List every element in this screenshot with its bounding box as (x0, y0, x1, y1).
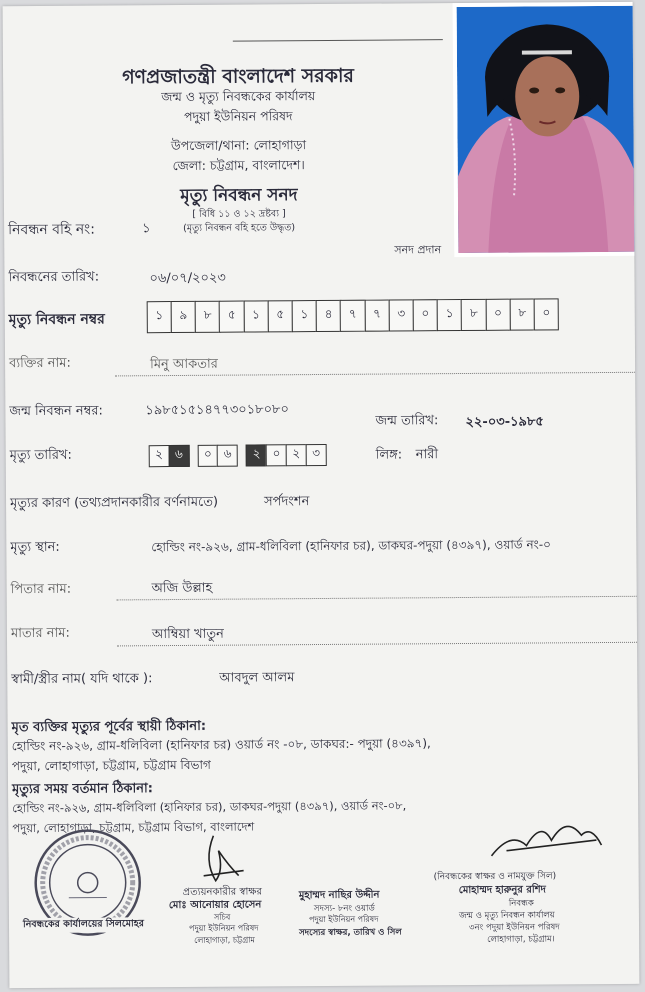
death-reg-digit-box: ৩ (388, 299, 414, 331)
registrar-name: মোহাম্মদ হারুনুর রশিদ (458, 884, 546, 897)
gender-value: নারী (415, 447, 439, 463)
registrar-signature (486, 810, 606, 866)
permanent-address-label: মৃত ব্যক্তির মৃত্যুর পূর্বের স্থায়ী ঠিকানা: (11, 718, 207, 736)
present-address-line1: হোল্ডিং নং-৯২৬, গ্রাম-ধলিবিলা (হানিফার চর), ডাকঘর-পদুয়া (৪৩৯৭), ওয়ার্ড নং-০৮, (12, 798, 407, 816)
union-name: পদুয়া ইউনিয়ন পরিষদ (184, 108, 293, 124)
verifier-name: মোঃ আনোয়ার হোসেন (168, 899, 262, 912)
government-title: গণপ্রজাতন্ত্রী বাংলাদেশ সরকার (122, 64, 355, 89)
place-value: হোল্ডিং নং-৯২৬, গ্রাম-ধলিবিলা (হানিফার চর), ডাকঘর-পদুয়া (৪৩৯৭), ওয়ার্ড নং-০ (151, 537, 552, 555)
death-reg-digit-box: ০ (485, 299, 511, 331)
death-reg-digit-box: ১ (243, 300, 269, 332)
death-date-digit-box: ৬ (217, 445, 238, 467)
death-certificate (3, 2, 640, 988)
birth-date-value: ২২-০৩-১৯৮৫ (465, 414, 544, 430)
death-date-digit-box: ০ (266, 444, 287, 466)
birth-reg-value: ১৯৮৫১৫১৪৭৭৩০১৮০৮০ (145, 402, 289, 419)
death-reg-digit-box: ০ (534, 298, 560, 330)
member-name: মুহাম্মদ নাছির উদ্দীন (298, 889, 380, 902)
member-office: পদুয়া ইউনিয়ন পরিষদ (308, 914, 379, 925)
rule-reference: [ বিধি ১১ ও ১২ দ্রষ্টব্য ] (192, 208, 286, 220)
death-reg-digit-box: ৯ (171, 301, 197, 333)
death-date-digit-box: ২ (246, 444, 267, 466)
registration-date-value: ০৬/০৭/২০২৩ (149, 270, 226, 287)
verifier-office: পদুয়া ইউনিয়ন পরিষদ (188, 923, 259, 933)
register-book-value: ১ (142, 221, 151, 237)
member-role: সদস্য- ৮নং ওয়ার্ড (313, 903, 375, 915)
death-reg-digit-box: ৫ (267, 300, 293, 332)
registrar-role: নিবন্ধক (508, 898, 534, 909)
present-address-label: মৃত্যুর সময় বর্তমান ঠিকানা: (11, 781, 154, 798)
top-rule (233, 39, 443, 41)
death-date-digit-box: ২ (286, 444, 307, 466)
place-label: মৃত্যু স্থান: (10, 539, 60, 556)
register-book-label: নিবন্ধন বহি নং: (8, 221, 95, 239)
member-sign-caption: সদস্যের স্বাক্ষর, তারিখ ও সিল (299, 927, 402, 939)
permanent-address-line1: হোল্ডিং নং-৯২৬, গ্রাম-ধলিবিলা (হানিফার চর) ওয়ার্ড নং -০৮, ডাকঘর:- পদুয়া (৪৩৯৭), (11, 736, 431, 754)
death-reg-digit-box: ০ (413, 299, 439, 331)
death-reg-digit-box: ১ (146, 301, 172, 333)
death-date-digit-box: ৬ (168, 445, 189, 467)
verifier-place: লোহাগাড়া, চট্টগ্রাম (194, 935, 255, 945)
person-photo (453, 2, 640, 257)
father-label: পিতার নাম: (10, 581, 72, 598)
certificate-title: মৃত্যু নিবন্ধন সনদ (180, 185, 298, 206)
death-date-digit-box: ৩ (306, 444, 327, 466)
verifier-title: প্রত্যয়নকারীর স্বাক্ষর (182, 886, 263, 898)
cause-value: সর্পদংশন (263, 494, 310, 510)
mother-value: আম্বিয়া খাতুন (151, 626, 224, 643)
death-reg-digit-box: ৮ (509, 299, 535, 331)
name-value: মিনু আকতার (150, 356, 218, 373)
registrar-place: লোহাগাড়া, চট্টগ্রাম। (487, 934, 555, 945)
death-date-digit-box: ০ (197, 445, 218, 467)
verifier-role: সচিব (213, 912, 231, 922)
registrar-office: জন্ম ও মৃত্যু নিবন্ধন কার্যালয় (458, 910, 555, 922)
death-reg-digit-box: ১ (437, 299, 463, 331)
gender-label: লিঙ্গ: (375, 447, 403, 463)
death-reg-digit-box: ৮ (195, 301, 221, 333)
present-address-line2: পদুয়া, লোহাগাড়া, চট্টগ্রাম, চট্টগ্রাম বিভাগ, বাংলাদেশ (12, 819, 255, 836)
death-reg-digit-box: ১ (292, 300, 318, 332)
office-name: জন্ম ও মৃত্যু নিবন্ধকের কার্যালয় (161, 88, 316, 105)
seal-caption: নিবন্ধকের কার্যালয়ের সিলমোহর (23, 917, 144, 933)
spouse-label: স্বামী/স্ত্রীর নাম( যদি থাকে ): (11, 671, 153, 688)
death-date-digit-box: ২ (148, 445, 169, 467)
permanent-address-line2: পদুয়া, লোহাগাড়া, চট্টগ্রাম, চট্টগ্রাম বিভাগ (11, 757, 211, 774)
death-date-boxes (150, 444, 327, 467)
father-value: অজি উল্লাহ (151, 580, 213, 597)
mother-label: মাতার নাম: (10, 625, 70, 642)
death-date-label: মৃত্যু তারিখ: (9, 447, 72, 464)
death-reg-digit-box: ৪ (316, 300, 342, 332)
portrait-image (457, 6, 639, 253)
upazila: উপজেলা/থানা: লোহাগাড়া (170, 137, 307, 154)
death-reg-digit-box: ৭ (364, 300, 390, 332)
cause-label: মৃত্যুর কারণ (তথ্যপ্রদানকারীর বর্ণনামতে) (10, 494, 219, 512)
registration-date-label: নিবন্ধনের তারিখ: (8, 269, 100, 286)
birth-reg-label: জন্ম নিবন্ধন নম্বর: (9, 403, 103, 420)
registrar-title: (নিবন্ধকের স্বাক্ষর ও নামযুক্ত সিল) (433, 871, 557, 883)
district: জেলা: চট্টগ্রাম, বাংলাদেশ। (172, 157, 305, 174)
name-label: ব্যক্তির নাম: (9, 355, 71, 372)
issue-date-label: সনদ প্রদান (394, 243, 442, 257)
verifier-signature (193, 830, 253, 890)
death-reg-digit-box: ৮ (461, 299, 487, 331)
extract-note: (মৃত্যু নিবন্ধন বহি হতে উদ্ধৃত) (183, 222, 296, 234)
death-reg-no-boxes (148, 298, 560, 333)
death-reg-no-label: মৃত্যু নিবন্ধন নম্বর (8, 311, 105, 329)
spouse-value: আবদুল আলম (219, 670, 295, 686)
birth-date-label: জন্ম তারিখ: (375, 413, 439, 429)
death-reg-digit-box: ৫ (219, 301, 245, 333)
registrar-union: ৩নং পদুয়া ইউনিয়ন পরিষদ (468, 922, 560, 933)
death-reg-digit-box: ৭ (340, 300, 366, 332)
